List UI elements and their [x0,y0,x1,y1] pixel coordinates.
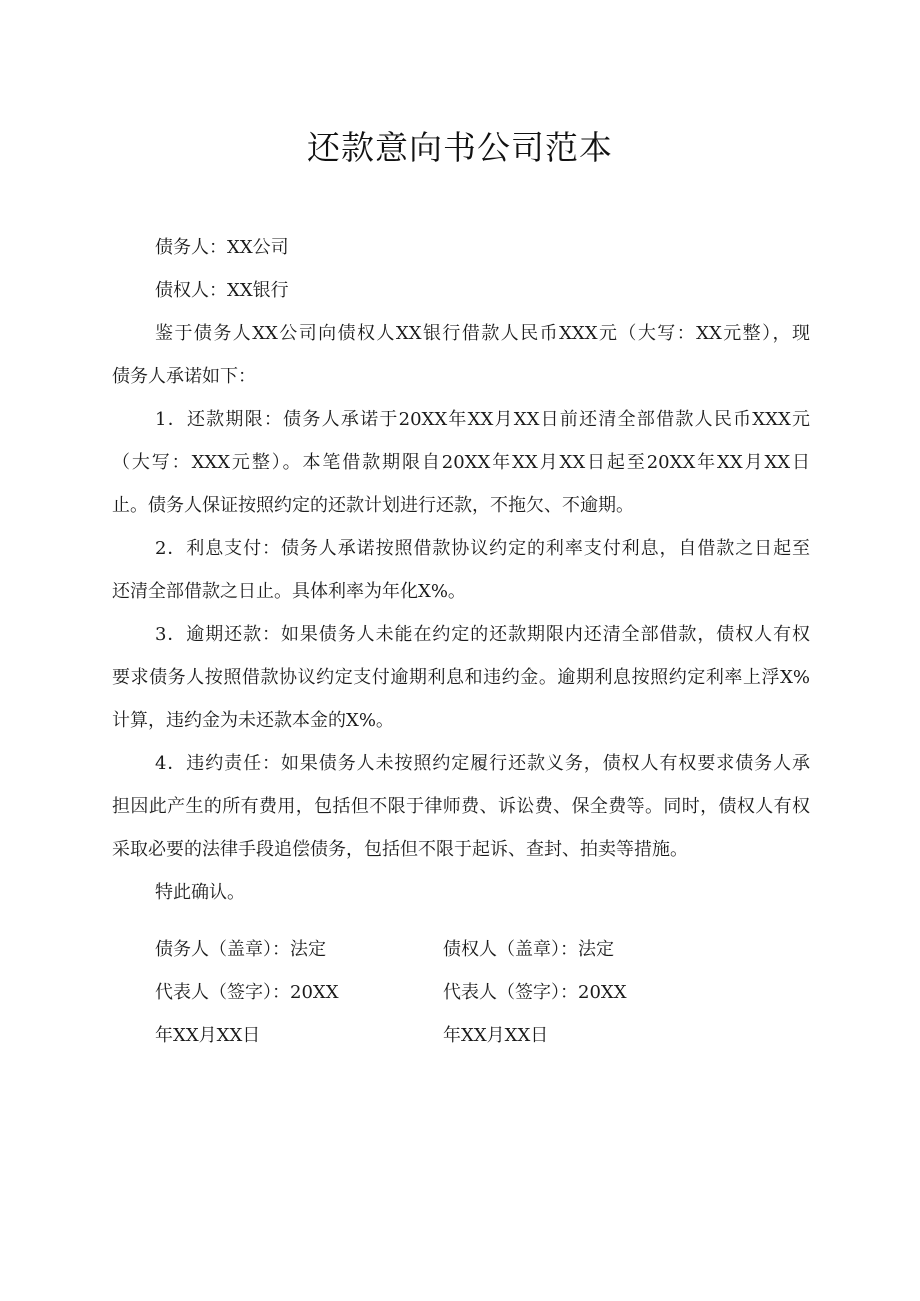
clause-3-line: 要求债务人按照借款协议约定支付逾期利息和违约金。逾期利息按照约定利率上浮X% [112,667,810,688]
clause-4-line: 4．违约责任：如果债务人未按照约定履行还款义务，债权人有权要求债务人承 [155,753,810,774]
clause-1-line: 1．还款期限：债务人承诺于20XX年XX月XX日前还清全部借款人民币XXX元 [155,409,810,430]
debtor-seal: 债务人（盖章）：法定 [155,939,326,960]
closing-line: 特此确认。 [155,882,245,903]
creditor-representative: 代表人（签字）：20XX [443,982,627,1003]
signature-block [155,928,795,1057]
document-body [112,226,810,914]
intro-line: 债务人承诺如下： [112,366,256,387]
signature-date-row [155,1014,795,1057]
signature-rep-row [155,971,795,1014]
clause-2-line: 2．利息支付：债务人承诺按照借款协议约定的利率支付利息，自借款之日起至 [155,538,810,559]
clause-4-line: 担因此产生的所有费用，包括但不限于律师费、诉讼费、保全费等。同时，债权人有权 [112,796,810,817]
debtor-date: 年XX月XX日 [155,1025,261,1046]
creditor-line: 债权人：XX银行 [155,280,289,301]
creditor-date: 年XX月XX日 [443,1025,549,1046]
creditor-seal: 债权人（盖章）：法定 [443,939,614,960]
clause-4-line: 采取必要的法律手段追偿债务，包括但不限于起诉、查封、拍卖等措施。 [112,839,688,860]
clause-2-line: 还清全部借款之日止。具体利率为年化X%。 [112,581,466,602]
clause-1-line: （大写：XXX元整）。本笔借款期限自20XX年XX月XX日起至20XX年XX月XX日 [112,452,810,473]
clause-3-line: 计算，违约金为未还款本金的X%。 [112,710,394,731]
debtor-line: 债务人：XX公司 [155,237,289,258]
signature-seal-row [155,928,795,971]
document-title: 还款意向书公司范本 [307,128,613,167]
debtor-representative: 代表人（签字）：20XX [155,982,339,1003]
clause-1-line: 止。债务人保证按照约定的还款计划进行还款，不拖欠、不逾期。 [112,495,634,516]
clause-3-line: 3．逾期还款：如果债务人未能在约定的还款期限内还清全部借款，债权人有权 [155,624,810,645]
intro-line: 鉴于债务人XX公司向债权人XX银行借款人民币XXX元（大写：XX元整），现 [155,323,810,344]
